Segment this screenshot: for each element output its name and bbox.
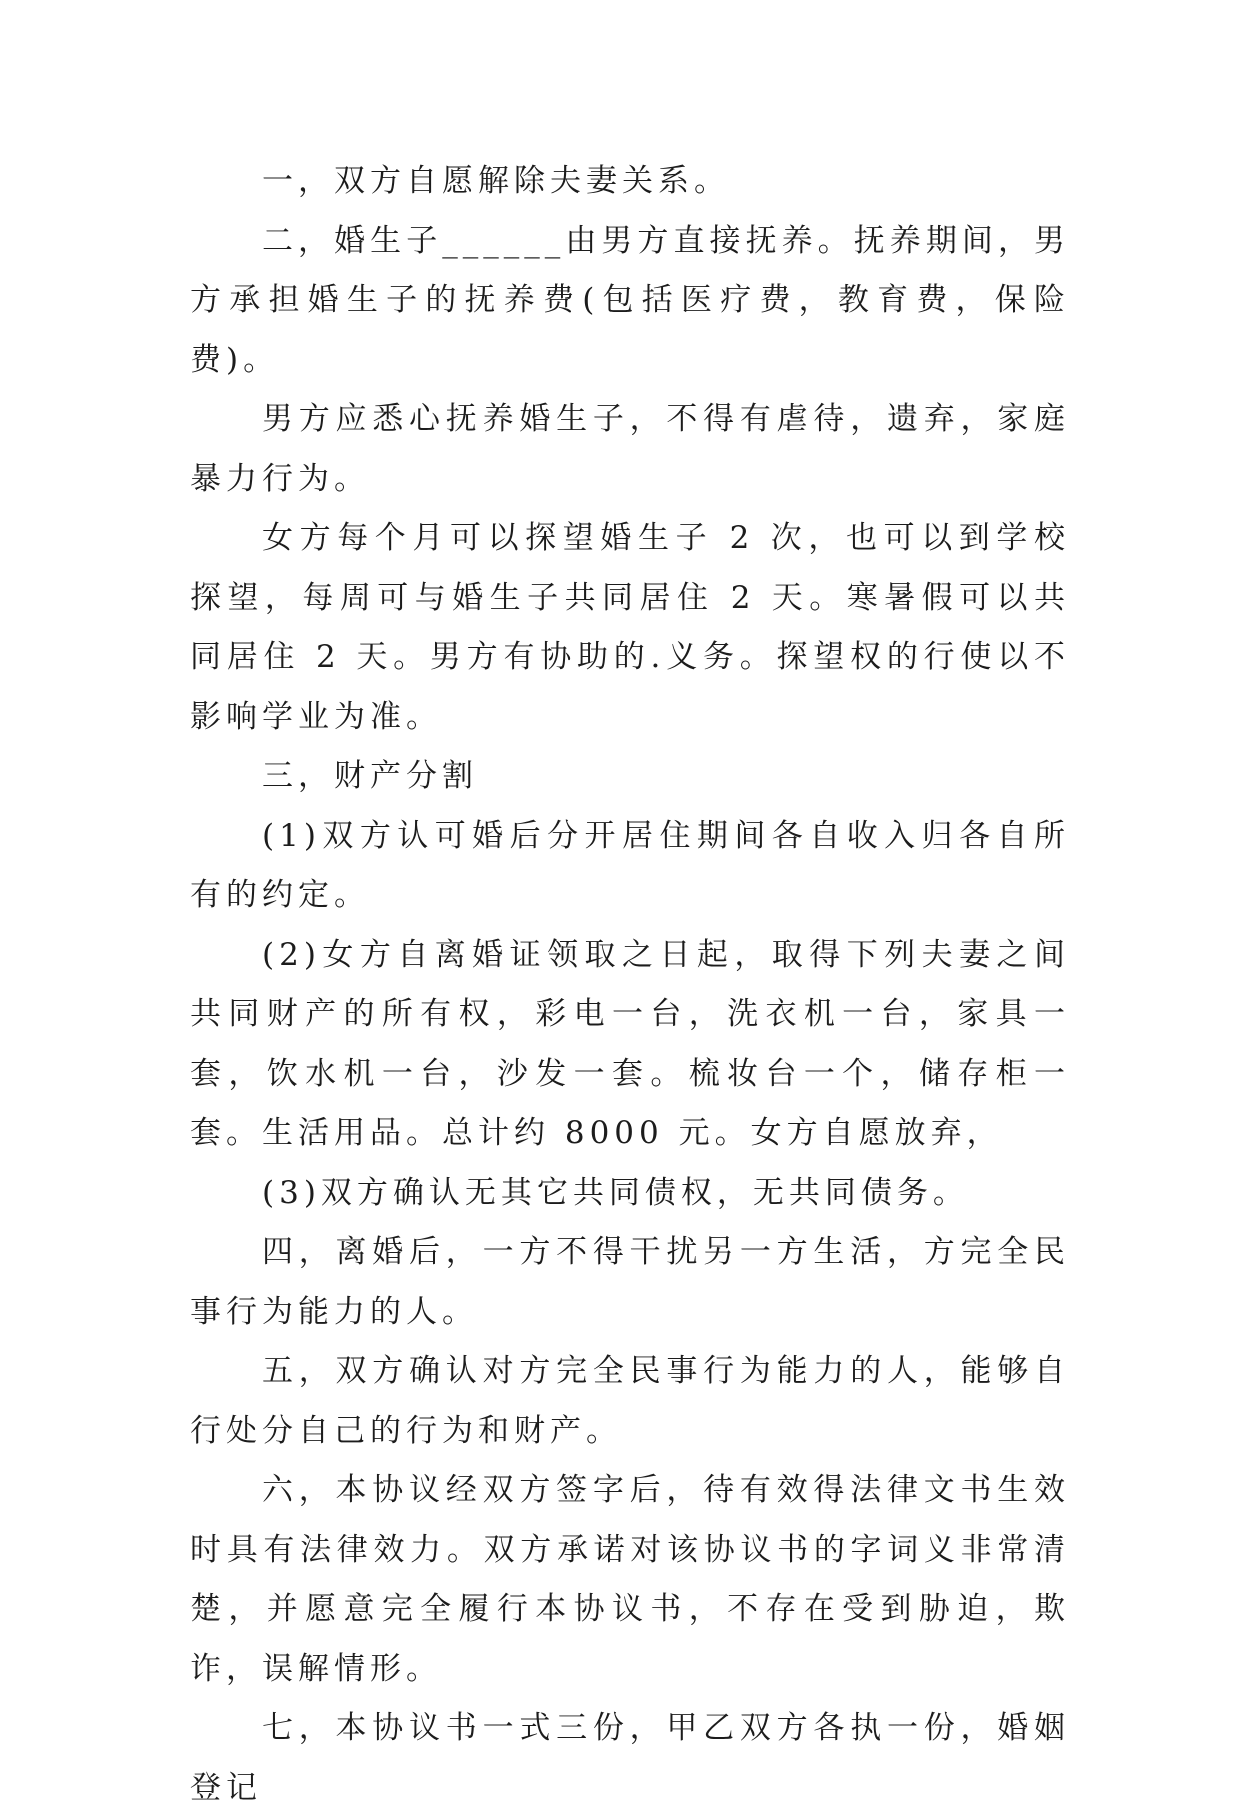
paragraph-copies: 七，本协议书一式三份，甲乙双方各执一份，婚姻登记 — [190, 1710, 1070, 1806]
paragraph-property-3: (3)双方确认无其它共同债权，无共同债务。 — [262, 1174, 969, 1211]
paragraph-property-1: (1)双方认可婚后分开居住期间各自收入归各自所有的约定。 — [190, 817, 1070, 913]
paragraph-visitation: 女方每个月可以探望婚生子 2 次，也可以到学校探望，每周可与婚生子共同居住 2 天。寒暑假可以共同居住 2 天。男方有协助的.义务。探望权的行使以不影响学业为准。 — [190, 520, 1070, 735]
paragraph-custody: 二，婚生子______由男方直接抚养。抚养期间，男方承担婚生子的抚养费(包括医疗费，教育费，保险费)。 — [190, 222, 1070, 378]
document-body — [190, 152, 1070, 1818]
paragraph-care-obligation: 男方应悉心抚养婚生子，不得有虐待，遗弃，家庭暴力行为。 — [190, 401, 1070, 497]
paragraph-non-interference: 四，离婚后，一方不得干扰另一方生活，方完全民事行为能力的人。 — [190, 1234, 1070, 1330]
paragraph-property-heading: 三，财产分割 — [262, 758, 478, 794]
paragraph-effectiveness: 六，本协议经双方签字后，待有效得法律文书生效时具有法律效力。双方承诺对该协议书的字词义非常清楚，并愿意完全履行本协议书，不存在受到胁迫，欺诈，误解情形。 — [190, 1472, 1070, 1687]
paragraph-capacity: 五，双方确认对方完全民事行为能力的人，能够自行处分自己的行为和财产。 — [190, 1353, 1070, 1449]
paragraph-dissolution: 一，双方自愿解除夫妻关系。 — [262, 163, 730, 199]
paragraph-property-2: (2)女方自离婚证领取之日起，取得下列夫妻之间共同财产的所有权，彩电一台，洗衣机一台，家具一套，饮水机一台，沙发一套。梳妆台一个，储存柜一套。生活用品。总计约 8000 元。女方自愿放弃， — [190, 936, 1070, 1151]
